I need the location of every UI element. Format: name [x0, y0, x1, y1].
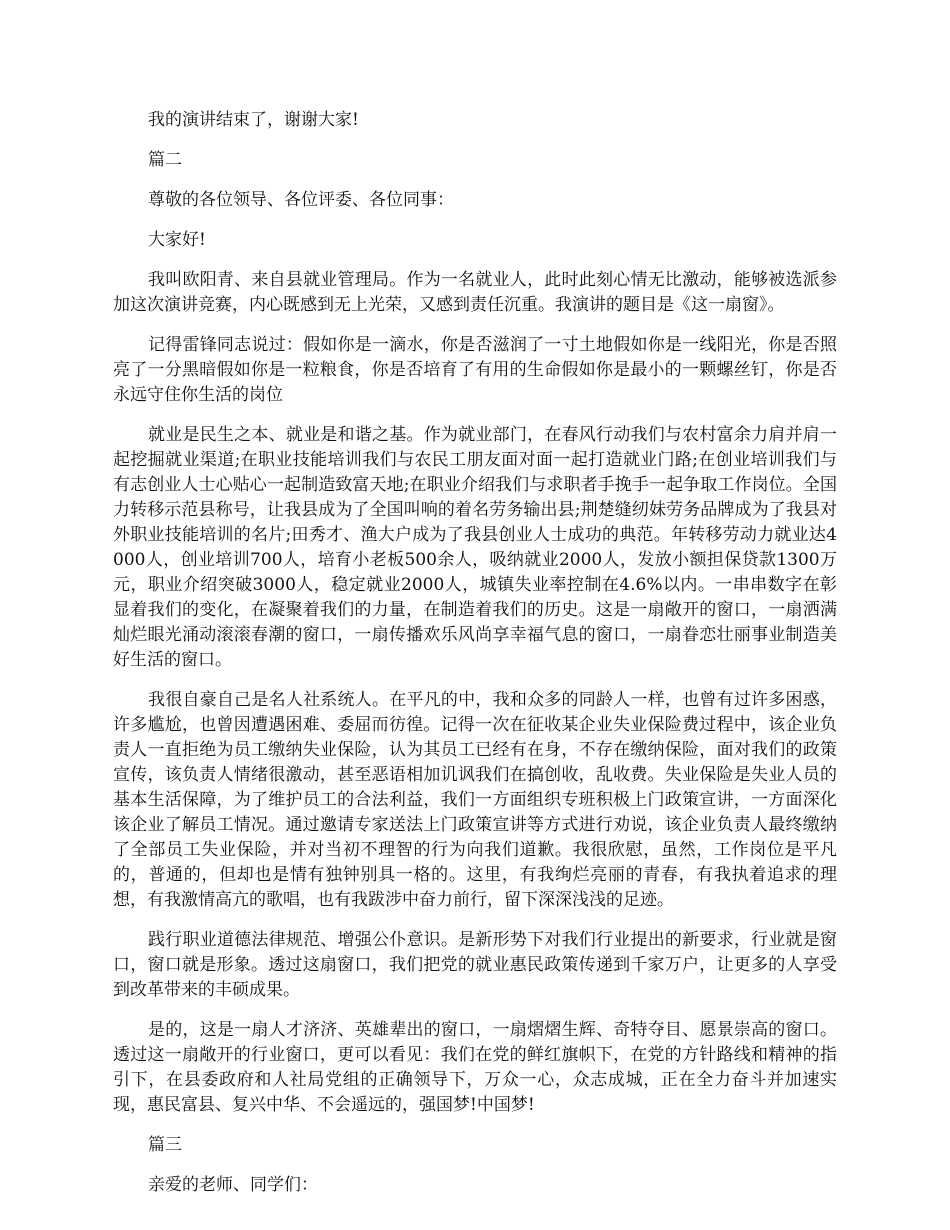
greeting: 大家好! [148, 230, 206, 250]
experience-paragraph: 我很自豪自己是名人社系统人。在平凡的中，我和众多的同龄人一样，也曾有过许多困惑，许多尴尬，也曾因遭遇困难、委屈而彷徨。记得一次在征收某企业失业保险费过程中，该企业负责人一直拒绝为员工缴纳失业保险，认为其员工已经有在身，不存在缴纳保险，面对我们的政策宣传，该负责人情绪很激动，甚至恶语相加讥讽我们在搞创收，乱收费。失业保险是失业人员的基本生活保障，为了维护员工的合法利益，我们一方面组织专班积极上门政策宣讲，一方面深化该企业了解员工情况。通过邀请专家送法上门政策宣讲等方式进行劝说，该企业负责人最终缴纳了全部员工失业保险，并对当初不理智的行为向我们道歉。我很欣慰，虽然，工作岗位是平凡的，普通的，但却也是情有独钟别具一格的。这里，有我绚烂亮丽的青春，有我执着追求的理想，有我激情高亢的歌唱，也有我跋涉中奋力前行，留下深深浅浅的足迹。 [113, 690, 837, 910]
salutation-3: 亲爱的老师、同学们： [148, 1175, 318, 1195]
intro-paragraph: 我叫欧阳青、来自县就业管理局。作为一名就业人，此时此刻心情无比激动，能够被选派参加这次演讲竞赛，内心既感到无上光荣，又感到责任沉重。我演讲的题目是《这一扇窗》。 [113, 270, 837, 315]
closing-line: 我的演讲结束了，谢谢大家! [148, 110, 359, 130]
section-heading-3: 篇三 [148, 1135, 182, 1155]
salutation: 尊敬的各位领导、各位评委、各位同事： [148, 190, 454, 210]
employment-paragraph: 就业是民生之本、就业是和谐之基。作为就业部门，在春风行动我们与农村富余力肩并肩一起挖掘就业渠道;在职业技能培训我们与农民工朋友面对面一起打造就业门路;在创业培训我们与有志创业人士心贴心一起制造致富天地;在职业介绍我们与求职者手挽手一起争取工作岗位。全国力转移示范县称号，让我县成为了全国叫响的着名劳务输出县;荆楚缝纫妹劳务品牌成为了我县对外职业技能培训的名片;田秀才、渔大户成为了我县创业人士成功的典范。年转移劳动力就业达4000人，创业培训700人，培育小老板500余人，吸纳就业2000人，发放小额担保贷款1300万元，职业介绍突破3000人，稳定就业2000人，城镇失业率控制在4.6%以内。一串串数字在彰显着我们的变化，在凝聚着我们的力量，在制造着我们的历史。这是一扇敞开的窗口，一扇洒满灿烂眼光涌动滚滚春潮的窗口，一扇传播欢乐风尚享幸福气息的窗口，一扇眷恋壮丽事业制造美好生活的窗口。 [113, 425, 837, 670]
ethics-paragraph: 践行职业道德法律规范、增强公仆意识。是新形势下对我们行业提出的新要求，行业就是窗口，窗口就是形象。透过这扇窗口，我们把党的就业惠民政策传递到千家万户，让更多的人享受到改革带来的丰硕成果。 [113, 930, 837, 1000]
section-heading-2: 篇二 [148, 150, 182, 170]
conclusion-paragraph: 是的，这是一扇人才济济、英雄辈出的窗口，一扇熠熠生辉、奇特夺目、愿景崇高的窗口。透过这一扇敞开的行业窗口，更可以看见：我们在党的鲜红旗帜下，在党的方针路线和精神的指引下，在县委政府和人社局党组的正确领导下，万众一心，众志成城，正在全力奋斗并加速实现，惠民富县、复兴中华、不会遥远的，强国梦!中国梦! [113, 1020, 837, 1115]
document-body [113, 108, 837, 1213]
quote-paragraph: 记得雷锋同志说过：假如你是一滴水，你是否滋润了一寸土地假如你是一线阳光，你是否照亮了一分黑暗假如你是一粒粮食，你是否培育了有用的生命假如你是最小的一颗螺丝钉，你是否永远守住你生活的岗位 [113, 335, 837, 405]
